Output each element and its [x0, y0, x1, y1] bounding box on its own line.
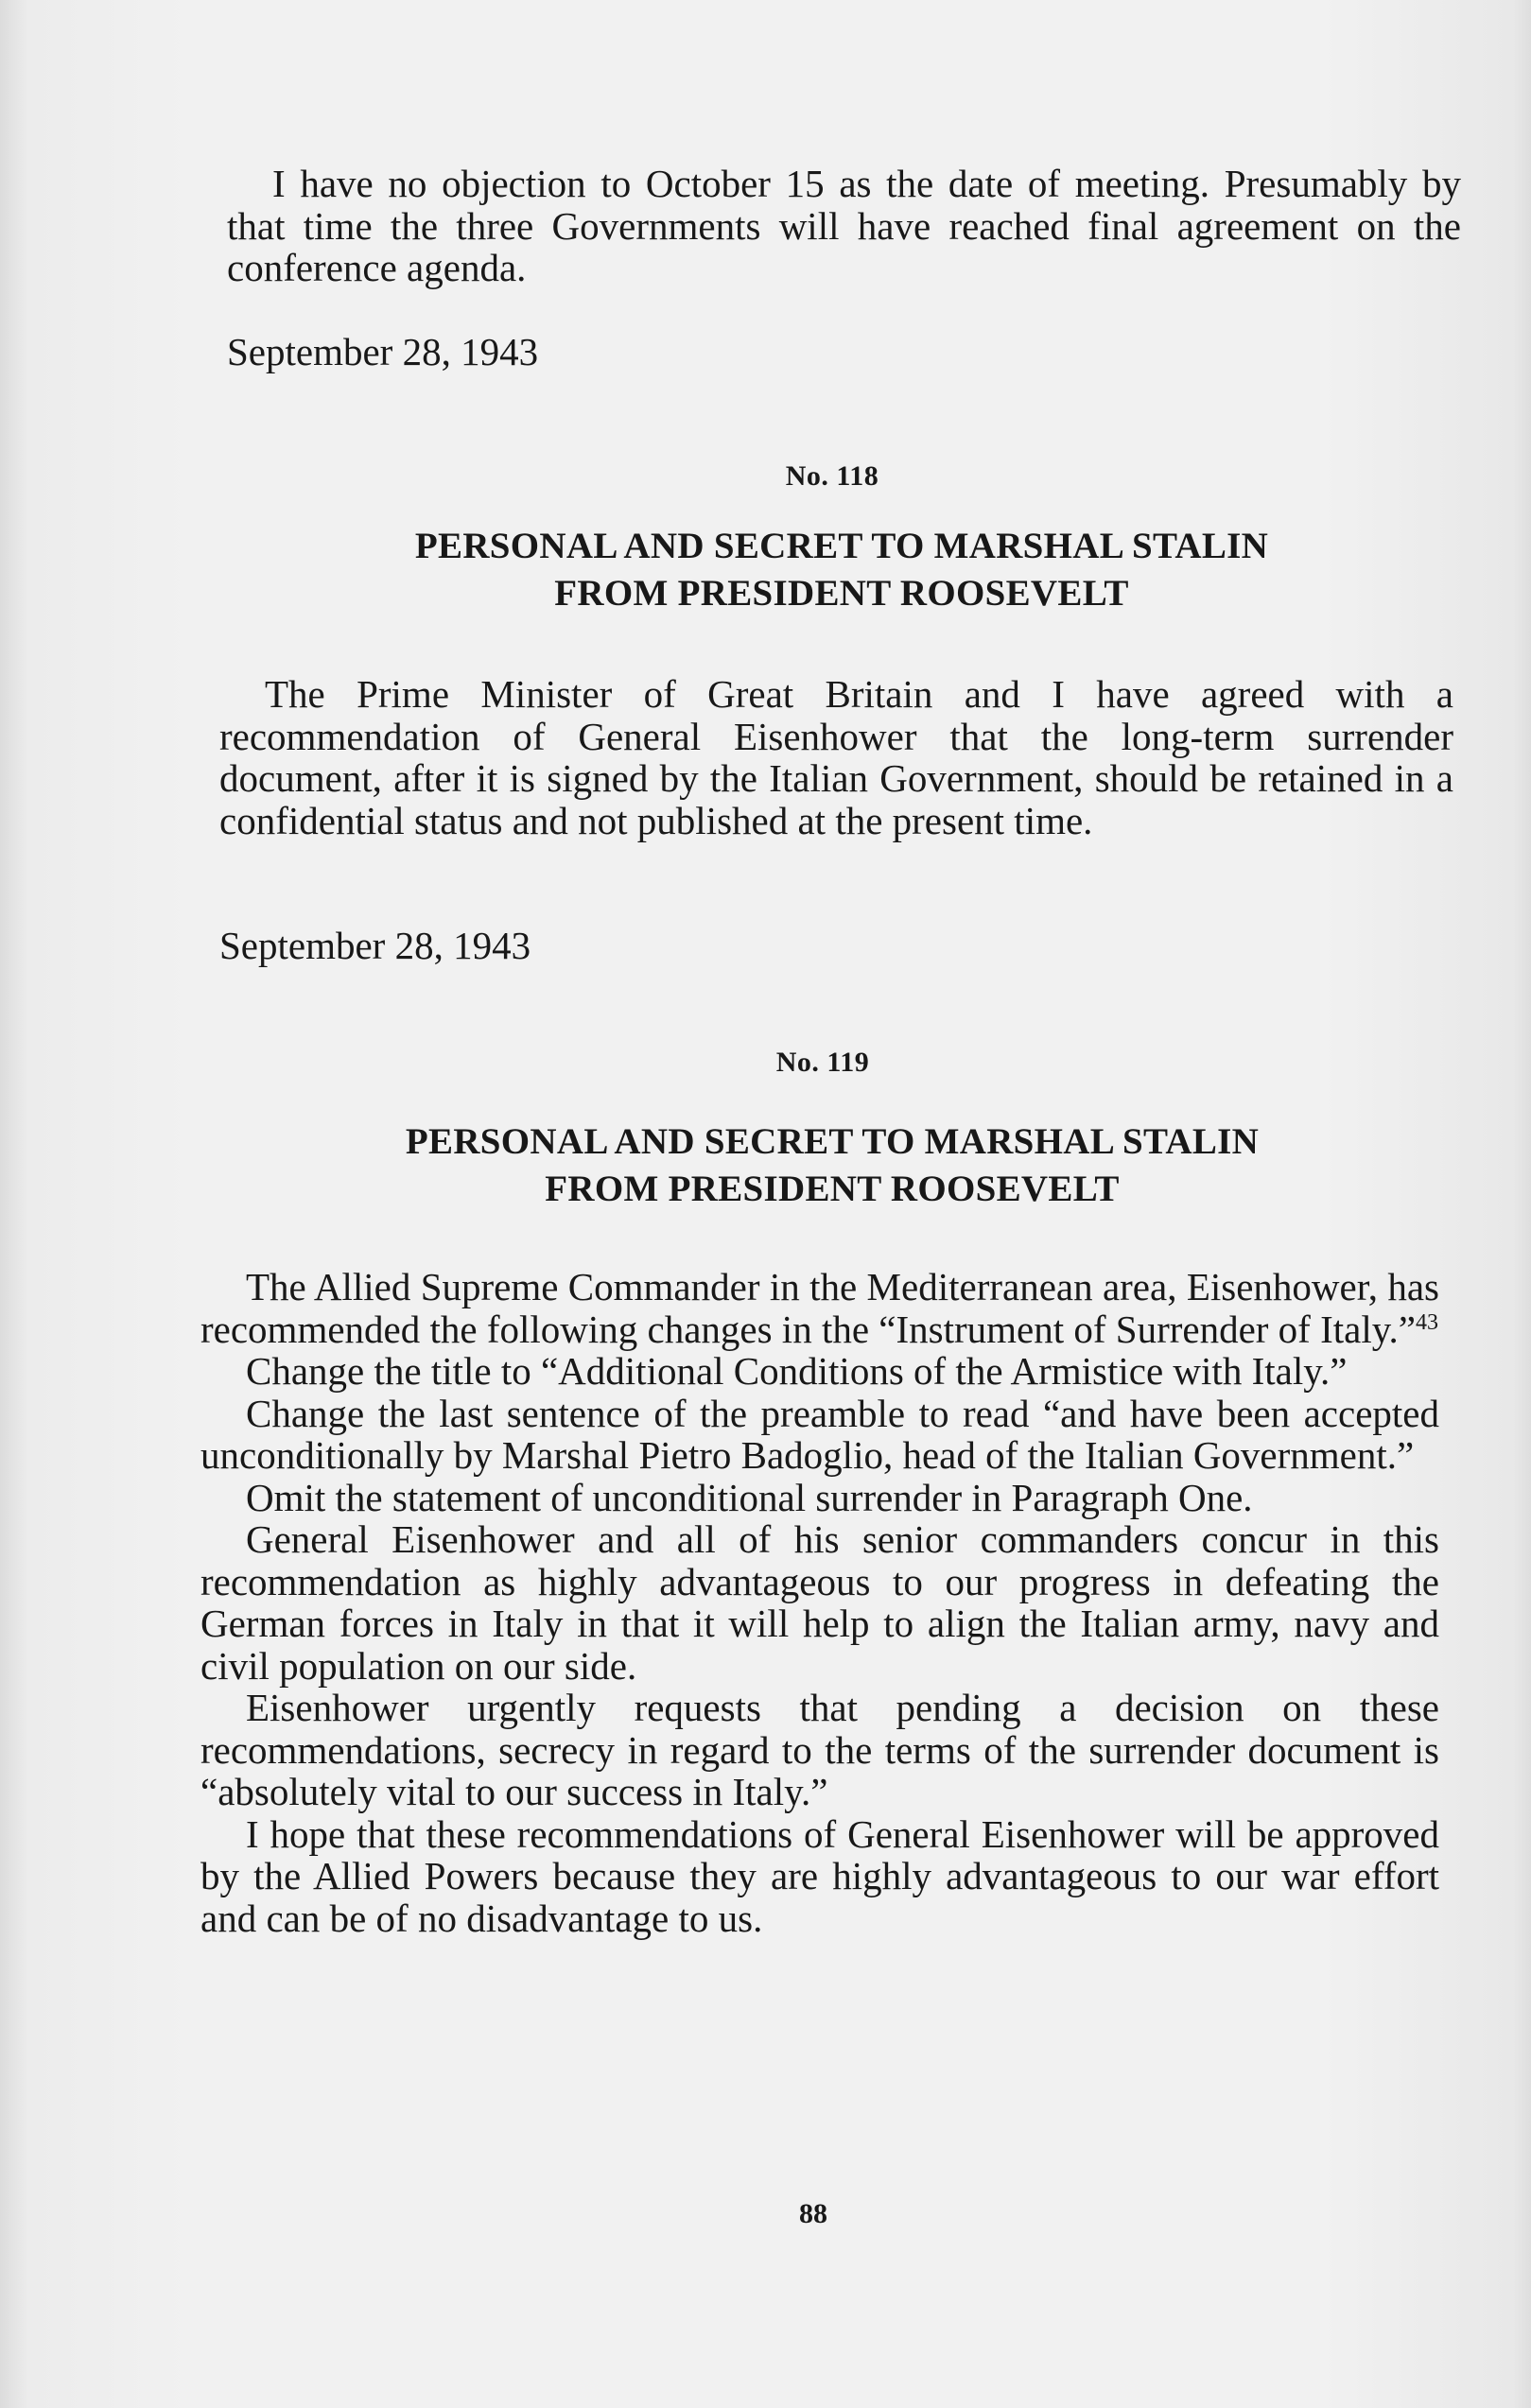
message-119-number: No. 119 — [775, 1047, 870, 1078]
message-119-paragraph: Change the last sentence of the preamble to read “and have been accepted unconditionally by Marshal Pietro Badoglio, head of the Italian Government.” — [200, 1391, 1439, 1477]
message-119-paragraph: Change the title to “Additional Conditions of the Armistice with Italy.” — [246, 1349, 1348, 1393]
message-119-body — [200, 1266, 1439, 1939]
message-119-heading — [217, 1118, 1447, 1213]
message-118-date: September 28, 1943 — [219, 924, 531, 967]
message-119-paragraph-1-text: The Allied Supreme Commander in the Mediterranean area, Eisenhower, has recommended the following changes in the “Instrument of Surrender of Italy.” — [200, 1265, 1439, 1351]
message-119-paragraph: Eisenhower urgently requests that pending a decision on these recommendations, secrecy in regard to the terms of the surrender document is “absolutely vital to our success in Italy.” — [200, 1686, 1439, 1813]
opening-paragraph: I have no objection to October 15 as the date of meeting. Presumably by that time the three Governments will have reached final agreement on the conference agenda. — [227, 162, 1461, 289]
message-118-heading — [227, 523, 1456, 617]
message-119-paragraph: Omit the statement of unconditional surrender in Paragraph One. — [246, 1475, 1253, 1519]
message-118-heading-line1: PERSONAL AND SECRET TO MARSHAL STALIN — [414, 526, 1269, 566]
message-118-heading-line2: FROM PRESIDENT ROOSEVELT — [554, 573, 1129, 614]
message-119-paragraph — [200, 1266, 1439, 1350]
message-119-heading-line1: PERSONAL AND SECRET TO MARSHAL STALIN — [405, 1121, 1260, 1162]
message-119-paragraph: I hope that these recommendations of General Eisenhower will be approved by the Allied Powers because they are highly advantageous to our war effort and can be of no disadvantage to us. — [200, 1811, 1439, 1940]
page-number: 88 — [799, 2198, 827, 2229]
message-119-heading-line2: FROM PRESIDENT ROOSEVELT — [545, 1169, 1120, 1209]
footnote-marker: 43 — [1416, 1309, 1438, 1335]
opening-date: September 28, 1943 — [227, 330, 539, 373]
message-119-paragraph: General Eisenhower and all of his senior commanders concur in this recommendation as highly advantageous to our progress in defeating the German forces in Italy in that it will help to align the Italian army, navy and civil population on our side. — [200, 1517, 1439, 1688]
message-118-body: The Prime Minister of Great Britain and I have agreed with a recommendation of General Eisenhower that the long-term surrender document, after it is signed by the Italian Government, should be retained in a confidential status and not published at the present time. — [219, 672, 1453, 842]
message-118-number: No. 118 — [785, 460, 879, 492]
